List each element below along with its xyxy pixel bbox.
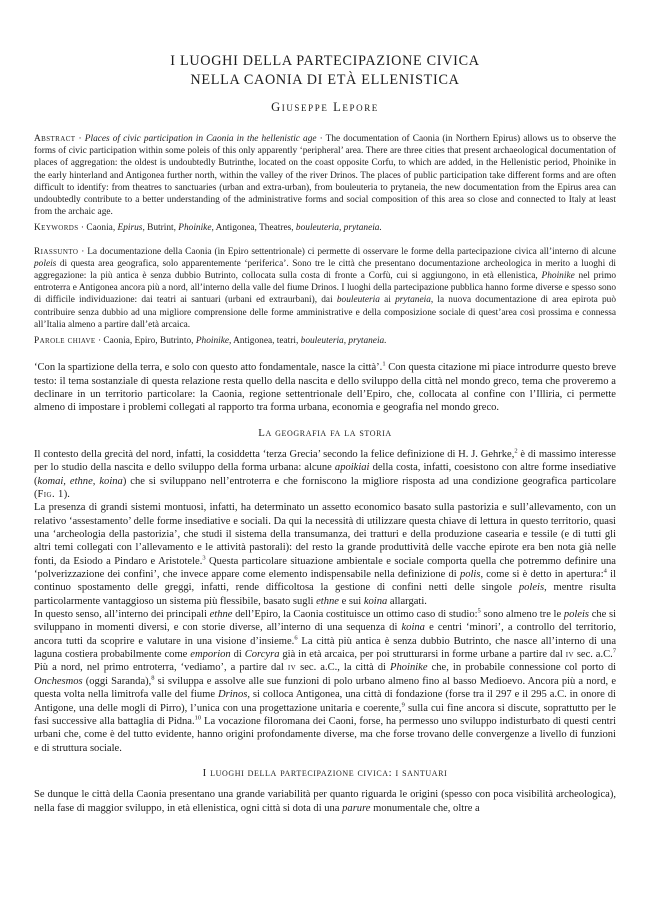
footnote-ref[interactable]: 3 xyxy=(202,554,206,562)
section-heading-2: I luoghi della partecipazione civica: i santuari xyxy=(202,766,448,779)
title-line-1: I LUOGHI DELLA PARTECIPAZIONE CIVICA xyxy=(170,53,480,69)
intro-paragraph xyxy=(34,361,616,414)
text: della costa, infatti, coesistono con altre forme insediative ( xyxy=(34,462,616,487)
text: Più a nord, nel primo entroterra, ‘vediamo’, a partire dal xyxy=(34,662,284,674)
figure-ref[interactable]: Fig. 1 xyxy=(37,489,64,500)
keyword: bouleuteria, prytaneia. xyxy=(300,336,387,347)
riassunto-text: La documentazione della Caonia (in Epiro settentrionale) ci permette di osservare le forme della partecipazione civica all’interno di alcune xyxy=(87,246,616,257)
italic-term: prytaneia xyxy=(395,295,431,306)
italic-term: poleis xyxy=(563,609,590,621)
text: ). xyxy=(63,489,70,500)
text: sono almeno tre le xyxy=(483,609,562,621)
keyword: Caonia, Epiro, Butrinto, xyxy=(103,336,194,347)
text: , come si è detto in apertura: xyxy=(480,569,604,581)
text: (oggi Saranda), xyxy=(85,675,152,687)
italic-term: Phoinike xyxy=(390,662,428,674)
footnote-ref[interactable]: 8 xyxy=(151,674,155,682)
text: dell’Epiro, la Caonia costituisce un ottimo caso di studio: xyxy=(235,609,478,621)
italic-term: Phoinike xyxy=(541,271,575,282)
text: di xyxy=(233,649,242,661)
italic-term: Drinos xyxy=(218,689,248,701)
title-line-2: NELLA CAONIA DI ETÀ ELLENISTICA xyxy=(190,72,460,88)
body-paragraph xyxy=(34,501,616,608)
text: e centri ‘minori’, a controllo del territorio, ancora tutti da scoprire e valutare in una visione d’insieme. xyxy=(34,622,617,647)
abstract-title: Places of civic participation in Caonia in the hellenistic age xyxy=(84,134,317,144)
text: è di massimo interesse per lo studio della nascita e dello sviluppo della forma urbana: alcune xyxy=(34,448,616,474)
text: , si colloca Antigonea, una città di fondazione (forse tra il 297 e il 295 a.C. in onore di Antigone, una delle mogli di Pirro), l’unica con una progettazione unitaria e coerente, xyxy=(34,689,616,714)
text: Con questa citazione mi piace introdurre questo breve testo: il tema sostanziale di questa relazione resta quello della nascita e dello sviluppo della città nel mondo greco, tema che proveremo a declinare in un territorio particolare: la Caonia, regione settentrionale dell’Epiro, che, collocata al confine con l’Illiria, ci permette almeno di impostare i problemi collegati al rapporto tra forma urbana, economia e geografia nel mondo greco. xyxy=(34,362,616,414)
text: sec. a.C., la città di xyxy=(300,662,386,674)
italic-term: parure xyxy=(342,802,371,814)
text: monumentale che, oltre a xyxy=(373,802,480,814)
keyword: Caonia, xyxy=(86,223,116,234)
keyword: Phoinike xyxy=(195,336,230,347)
text: In questo senso, all’interno dei principali xyxy=(34,609,207,621)
text: allargati. xyxy=(389,595,427,607)
footnote-ref[interactable]: 5 xyxy=(477,607,481,615)
text: ) che si sviluppano nell’entroterra e che forniscono la migliore risposta ad una condizione geografica particolare ( xyxy=(34,475,616,500)
keyword: , Butrint, xyxy=(142,223,176,234)
footnote-ref[interactable]: 2 xyxy=(514,447,518,455)
text: che, in probabile connessione col porto di xyxy=(431,662,617,674)
italic-term: Corcyra xyxy=(244,649,280,661)
footnote-ref[interactable]: 7 xyxy=(612,647,617,655)
riassunto-label: Riassunto xyxy=(34,246,79,257)
abstract-text: The documentation of Caonia (in Northern Epirus) allows us to observe the forms of civic participation within some poleis of this only apparently ‘peripheral’ area. There are three cities that present archaeological documentation of places of aggregation: the oldest is undoubtedly Butrinthe, located on the coast opposite Corfu, to which are added, in the Hellenistic period, Phoinike in the early hinterland and Antigonea further north, within the valley of the river Drinos. The places of public participation take different forms and are often difficult to identify: from theatres to sanctuaries (urban and extra-urban), from bouleuteria to prytaneia, the new documentation from the Epirus area can undoubtedly contribute to a better understanding of the administrative forms and social composition of this area so close and connected to Italy at least from the archaic age. xyxy=(34,134,616,218)
text: sec. a.C. xyxy=(576,649,613,661)
keyword: , Antigonea, teatri, xyxy=(229,336,299,347)
text: ‘Con la spartizione della terra, e solo con questo atto fondamentale, nasce la città’. xyxy=(34,362,383,374)
text: Il contesto della grecità del nord, infatti, la cosiddetta ‘terza Grecia’ secondo la felice definizione di H. J. Gehrke, xyxy=(34,448,515,460)
keywords-label: Keywords xyxy=(34,223,79,234)
keyword: , Antigonea, Theatres, xyxy=(211,223,294,234)
abstract-label: Abstract xyxy=(34,134,76,144)
footnote-ref[interactable]: 9 xyxy=(401,700,405,708)
riassunto-paragraph: Riassunto · La documentazione della Caonia (in Epiro settentrionale) ci permette di osservare le forme della partecipazione civica all’interno di alcune poleis di questa area geografica, solo apparentemente ‘periferica’. Sono tre le città che presentano documentazione archeologica in merito a luoghi di aggregazione: la più antica è senza dubbio Butrinto, collocata sulla costa di fronte a Corfù, cui si aggiungono, in età ellenistica, Phoinike nel primo entroterra e Antigonea ancora più a nord, all’interno della valle del fiume Drinos. I luoghi della partecipazione pubblica hanno forme diverse e spesso sono di difficile individuazione: dai teatri ai santuari (urbani ed extraurbani), dai bouleuteria ai prytaneia, la nuova documentazione di area epirota può contribuire senza dubbio ad una migliore comprensione delle forme amministrative e della composizione sociale di quest’area così prossima e connessa all’Italia almeno a partire dall’età arcaica. xyxy=(34,246,617,330)
footnote-ref[interactable]: 1 xyxy=(382,360,386,368)
italic-term: koina xyxy=(363,595,388,607)
author-name: Giuseppe Lepore xyxy=(271,100,379,114)
italic-term: koina xyxy=(401,622,425,634)
century-numeral: iv xyxy=(287,662,297,674)
keyword: bouleuteria, prytaneia. xyxy=(295,223,382,234)
abstract-block xyxy=(34,133,616,347)
century-numeral: iv xyxy=(565,649,574,661)
body-paragraph xyxy=(34,608,616,755)
body-paragraph xyxy=(34,788,616,815)
italic-term: komai, ethne, koina xyxy=(37,475,123,487)
body-paragraph xyxy=(34,448,616,501)
text: il continuo spostamento delle greggi, infatti, rende difficoltosa la gestione di confini netti delle singole xyxy=(34,569,617,594)
text: si sviluppa e assolve alle sue funzioni di polo urbano almeno fino al basso Medioevo. Ancora più a nord, e questa volta nella limitrofa valle del fiume xyxy=(34,675,617,701)
italic-term: polis xyxy=(459,569,481,581)
italic-term: poleis xyxy=(34,258,57,269)
italic-term: emporion xyxy=(190,649,231,661)
italic-term: bouleuteria xyxy=(336,295,380,306)
italic-term: poleis xyxy=(518,582,545,594)
footnote-ref[interactable]: 6 xyxy=(294,634,298,642)
footnote-ref[interactable]: 4 xyxy=(603,567,607,575)
text: La città più antica è senza dubbio Butrinto, che nasce all’interno di una laguna costiera probabilmente come xyxy=(34,635,617,661)
parole-chiave-line: Parole chiave · Caonia, Epiro, Butrinto, Phoinike, Antigonea, teatri, bouleuteria, prytaneia. xyxy=(34,336,387,347)
page xyxy=(34,52,616,815)
riassunto-text: nel primo entroterra e Antigonea ancora più a nord, all’interno della valle del fiume Drinos. I luoghi della partecipazione pubblica hanno forme diverse e spesso sono di difficile individuazione: dai teatri ai santuari (urbani ed extraurbani), dai xyxy=(34,271,617,306)
text: già in età arcaica, per poi strutturarsi in forme urbane a partire dal xyxy=(282,649,563,661)
text: La vocazione filoromana dei Caoni, forse, ha permesso uno sviluppo indisturbato di questi centri urbani che, come è del tutto evidente, hanno origini profondamente diverse, ma che forse trovano delle convergenze a livello di funzioni e di struttura sociale. xyxy=(34,715,617,754)
italic-term: ethne xyxy=(209,609,233,621)
text: sulla cui fine ancora si discute, soprattutto per le fasi successive alla battaglia di Pidna. xyxy=(34,702,616,727)
text: Se dunque le città della Caonia presentano una grande variabilità per quanto riguarda le origini (spesso con poca visibilità archeologica), nella fase di maggior sviluppo, in età ellenistica, ogni città si dota di una xyxy=(34,789,616,814)
text: La presenza di grandi sistemi montuosi, infatti, ha determinato un assetto economico basato sulla pastorizia e sull’allevamento, con un relativo ‘assestamento’ delle forme insediative e sociali. Da qui la necessità di utilizzare questa chiave di lettura in questo territorio, quasi una ‘archeologia della pastorizia’, che studi il sistema della transumanza, dei tratturi e della produzione casearia e tessile (e di tutti gli altri temi collegati con l’allevamento e le attività pastorali): del resto la grande produttività delle vacche epirote era ben nota già nelle fonti, da Esiodo a Pindaro e Aristotele. xyxy=(34,502,616,567)
italic-term: ethne xyxy=(316,595,339,607)
riassunto-text: di questa area geografica, solo apparentemente ‘periferica’. Sono tre le città che presentano documentazione archeologica in merito a luoghi di aggregazione: la più antica è senza dubbio Butrinto, collocata sulla costa di fronte a Corfù, cui si aggiungono, in età ellenistica, xyxy=(34,258,616,282)
text: Questa particolare situazione ambientale e sociale comporta quella che potremmo definire una ‘polverizzazione dei confini’, che invece appare come elemento indispensabile nella definizione di xyxy=(34,555,616,581)
text: , mentre risulta particolarmente vantaggioso un sistema più flessibile, basato sugli xyxy=(34,582,616,607)
text: che si sviluppano in momenti diversi, e con storie diverse, all’interno di una sequenza di xyxy=(34,609,617,634)
riassunto-text: , la nuova documentazione di area epirota può contribuire senza dubbio ad una migliore comprensione delle forme amministrative e della composizione sociale di quest’area così prossima e connessa all’Italia almeno a partire dall’età arcaica. xyxy=(34,295,617,330)
italic-term: apoikiai xyxy=(334,462,370,474)
section-heading-1: La geografia fa la storia xyxy=(258,426,392,439)
footnote-ref[interactable]: 10 xyxy=(194,714,202,722)
abstract-paragraph: Abstract · Places of civic participation in Caonia in the hellenistic age · The documentation of Caonia (in Northern Epirus) allows us to observe the forms of civic participation within some poleis of this only apparently ‘peripheral’ area. There are three cities that present archaeological documentation of places of aggregation: the oldest is undoubtedly Butrinthe, located on the coast opposite Corfu, to which are added, in the Hellenistic period, Phoinike in the early hinterland and Antigonea further north, within the valley of the river Drinos. The places of public participation take different forms and are often difficult to identify: from theatres to sanctuaries (urban and extra-urban), from bouleuteria to prytaneia, the new documentation from the Epirus area can undoubtedly contribute to a better understanding of the administrative forms and social composition of this area so close and connected to Italy at least from the archaic age. xyxy=(34,134,616,218)
keyword: Phoinike xyxy=(178,223,212,234)
italic-term: Onchesmos xyxy=(34,675,83,687)
keyword: Epirus xyxy=(117,223,143,234)
riassunto-text: ai xyxy=(384,295,391,306)
keywords-line: Keywords · Caonia, Epirus, Butrint, Phoinike, Antigonea, Theatres, bouleuteria, prytaneia. xyxy=(34,223,382,234)
article-title xyxy=(34,52,616,90)
article-body xyxy=(34,361,616,815)
text: e sui xyxy=(341,595,362,607)
parole-chiave-label: Parole chiave xyxy=(34,336,96,347)
